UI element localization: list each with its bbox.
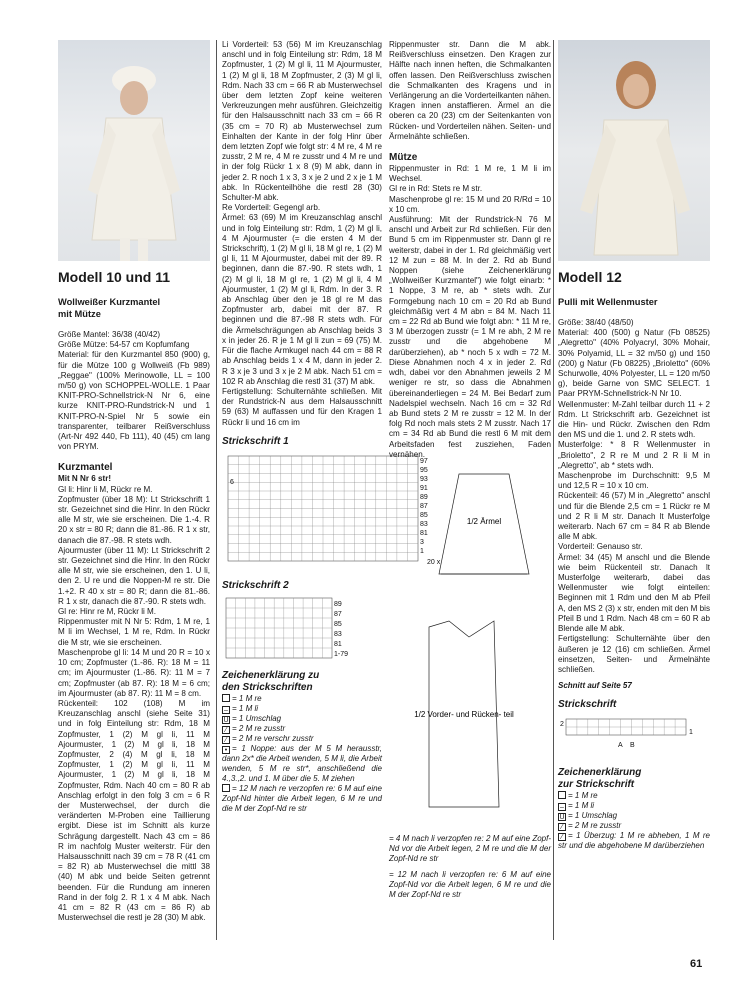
legend-item: • = 1 Noppe: aus der M 5 M herausstr, dann 2x* die Arbeit wenden, 5 M li, die Arbeit wenden, 5 M re str*, anschließend die 4.,3.,2. und 1. M über die 5. M ziehen xyxy=(222,743,382,783)
model-10-photo xyxy=(58,40,210,261)
sleeve-schematic xyxy=(389,464,551,604)
paragraph: Re Vorderteil: Gegengl arb. xyxy=(222,203,321,213)
model-10-illustration xyxy=(58,40,210,261)
paragraph: Gl li: Hinr li M, Rückr re M. xyxy=(58,484,153,494)
paragraph: Zopfmuster (über 18 M): Lt Strickschrift 1 str. Gezeichnet sind die Hinr. In den Rückr alle M str, wie sie erscheinen. Die 1.-4. R 20 x str = 80 R; dann die 81.-86. R 1 x str, danach die 87.-98. R stets wdh. xyxy=(58,494,210,545)
legend-symbol-icon: • xyxy=(222,746,230,754)
paragraph: Größe: 38/40 (48/50) xyxy=(558,318,634,327)
paragraph: Maschenprobe gl li: 14 M und 20 R = 10 x 10 cm; Zopfmuster (1.-86. R): 18 M = 11 cm; im Ajourmuster (1.-86. R): 11 M = 7 cm; Zopfmuster (ab 87. R): 18 M = 6 cm; im Ajourmuster (ab 87. R): 11 M = 8 cm. xyxy=(58,647,210,698)
arrow-label: B xyxy=(630,742,635,750)
sleeve-label: 1/2 Ärmel xyxy=(466,516,502,526)
legend-item: = 12 M nach re verzopfen re: 6 M auf eine Zopf-Nd hinter die Arbeit legen, 6 M re und die M der Zopf-Nd re str xyxy=(222,783,382,813)
legend-symbol-icon: ⁄ xyxy=(558,823,566,831)
paragraph: Rückenteil: 46 (57) M in „Alegretto" anschl und für die Blende 2,5 cm = 1 Rückr re M und 2 R li M str. Danach lt Musterfolge weiterarb. Nach 67 cm = 84 R ab Blende alle M abk. xyxy=(558,491,710,542)
strickschrift-2-chart xyxy=(222,596,372,662)
needle-note: Mit N Nr 6 str! xyxy=(58,474,112,484)
legend-item: = 1 M re xyxy=(222,694,382,704)
paragraph: Li Vorderteil: 53 (56) M im Kreuzanschlag anschl und in folg Einteilung str: Rdm, 18 M Zopfmuster, 1 (2) M gl li, 11 M Ajourmuster, 1 (2) M gl li, 18 M Zopfmuster, 2 (3) M gl li, Rdm. Nach 33 cm = 66 R ab Musterwechsel über dem letzten Zopf keine weiteren Verkreuzungen mehr ausführen. Gleichzeitig für den Halsausschnitt nach 33 cm = 66 R (35 cm = 70 R) ab Musterwechsel zum Einhalten der Kante in der folg Hinr über dem letzten Zopf wie folgt str: 4 M re, 4 M re zusstr, 2 M re, 4 M re zusstr und 4 M re und in der folg Rückr 1 x 8 (9) M abk, dann in jeder 2. R noch 1 x 3, 3 x je 2 und 2 x je 1 M abk. In Rückenteilhöhe die restl 28 (30) Schulter-M abk. xyxy=(222,40,382,203)
column-4 xyxy=(558,265,710,851)
column-3 xyxy=(389,40,551,900)
legend-symbol-icon xyxy=(222,694,230,702)
row-label: 3 xyxy=(420,538,424,546)
paragraph: Musterfolge: * 8 R Wellenmuster in „Brioletto", 2 R re M und 2 R li M in „Alegretto", ab * stets wdh. xyxy=(558,440,710,470)
legend-title: Zeichenerklärung zu den Strickschriften xyxy=(222,669,320,693)
row-label: 91 xyxy=(420,484,428,492)
legend-symbol-icon: – xyxy=(222,706,230,714)
paragraph: Größe Mantel: 36/38 (40/42) xyxy=(58,330,161,339)
legend-symbol-icon: ⁄ xyxy=(222,736,230,744)
paragraph: Maschenprobe gl re: 15 M und 20 R/Rd = 10 x 10 cm. xyxy=(389,194,551,214)
legend xyxy=(222,694,382,814)
paragraph: Maschenprobe im Durchschnitt: 9,5 M und 12,5 R = 10 x 10 cm. xyxy=(558,471,710,491)
legend-symbol-icon: ⁄ xyxy=(558,833,566,841)
paragraph: Rippenmuster mit N Nr 5: Rdm, 1 M re, 1 M li im Wechsel, 1 M re, Rdm. In Rückr die M str, wie sie erscheinen. xyxy=(58,617,210,647)
chart-label: 6 xyxy=(230,478,234,486)
wellenmuster-chart xyxy=(558,715,698,755)
arrow-label: A xyxy=(618,742,623,750)
section-heading: Mütze xyxy=(389,152,418,164)
row-label: 81 xyxy=(420,529,428,537)
row-label: 1 xyxy=(420,547,424,555)
legend-item: = 4 M nach li verzopfen re: 2 M auf eine Zopf-Nd vor die Arbeit legen, 2 M re und die M der Zopf-Nd re str xyxy=(389,834,551,864)
paragraph: Rippenmuster in Rd: 1 M re, 1 M li im Wechsel. xyxy=(389,164,551,184)
legend xyxy=(558,791,710,851)
row-label: 81 xyxy=(334,640,342,648)
model-12-photo xyxy=(558,40,710,261)
row-label: 87 xyxy=(334,610,342,618)
page-number: 61 xyxy=(690,958,703,970)
paragraph: Ärmel: 63 (69) M im Kreuzanschlag anschl und in folg Einteilung str: Rdm, 1 (2) M gl li, 4 M Ajourmuster (= die ersten 4 M der Strickschrift), 1 (2) M gl li, 18 M gl re, 1 (2) M gl li, 11 M Ajourmuster, dabei mit der 89. R beginnen, dann die 87.-90. R stets wdh, 1 (2) M gl li, 18 M gl re, 1 (2) M gl li, 4 M Ajourmuster, 1 (2) M gl li, Rdm. In der 3. R ab Anschlag über den je 18 gl re M das Zopfmuster arb, dabei mit der 87. R beginnen und die 87.-98 R stets wdh. Für die Ärmelschrägungen ab Anschlag beids 3 x in jeder 26. R je 1 M gl li zun = 69 (75) M. Für die flache Armkugel nach 44 cm = 88 R ab Anschlag beids 1 x 4 M, dann in jeder 2. R 3 x je 3 und 3 x je 2 M abk. Nach 51 cm = 102 R ab Anschlag die restl 31 (37) M abk. xyxy=(222,213,382,386)
paragraph: Gl re in Rd: Stets re M str. xyxy=(389,184,483,194)
row-label: 85 xyxy=(420,511,428,519)
model-title: Modell 10 und 11 xyxy=(58,269,171,285)
paragraph: Vorderteil: Genauso str. xyxy=(558,542,643,552)
chart-title: Strickschrift xyxy=(558,699,617,711)
legend-item: = 1 M re xyxy=(558,791,710,801)
legend-title: Zeichenerklärung zur Strickschrift xyxy=(558,766,642,790)
chart-title: Strickschrift 2 xyxy=(222,579,289,591)
paragraph: Ajourmuster (über 11 M): Lt Strickschrift 2 str. Gezeichnet sind die Hinr. In den Rückr alle M str, wie sie erscheinen, den 1. U li, den 2. U re und die Noppen-M re str. Die 1.+2. R 40 x str = 80 R; dann die 81.-86. R 1 x str, danach die 87.-90. R stets wdh. xyxy=(58,545,210,606)
column-1 xyxy=(58,265,210,923)
legend-symbol-icon xyxy=(222,784,230,792)
paragraph: Material: für den Kurzmantel 850 (900) g, für die Mütze 100 g Wollweiß (Fb 989) „Reggae" (100% Merinowolle, LL = 100 m/50 g) von SCHOPPEL-WOLLE. 1 Paar KNIT-PRO-Schnellstrick-N Nr 6, eine kurze KNIT-PRO-Rundstrick-N und 1 KNIT-PRO-N-Spiel Nr 5 sowie ein transparenter, teilbarer Reißverschluss (Art-Nr 492 440, Fb 111), 40 (45) cm lang von PRYM. xyxy=(58,350,210,452)
row-label: 89 xyxy=(420,493,428,501)
paragraph: Gl re: Hinr re M, Rückr li M. xyxy=(58,607,157,617)
chart-title: Strickschrift 1 xyxy=(222,435,289,447)
row-label: 1 xyxy=(689,729,693,737)
row-label: 93 xyxy=(420,475,428,483)
paragraph: Rückenteil: 102 (108) M im Kreuzanschlag anschl (siehe Seite 31) und in folg Einteilung str: Rdm, 18 M Zopfmuster, 1 (2) M gl li, 11 M Ajourmuster, 1 (2) M gl li, 18 M Zopfmuster, 2 (4) M gl li, 18 M Zopfmuster, 1 (2) M gl li, 11 M Ajourmuster, 1 (2) M gl li, 18 M Zopfmuster, Rdm. Nach 40 cm = 80 R ab Anschlag erfolgt in den folg 3 cm = 6 R der Musterwechsel, der durch die veränderten M-Proben eine Taillierung ergibt. Diese ist im Schnitt als kurze Schrägung dargestellt. Nach 43 cm = 86 R im nachfolg Muster weiterstr. Für den Halsausschnitt nach 39 cm = 78 R (41 cm = 82 R) ab Musterwechsel die mittl 38 (40) M abk und beide Seiten getrennt beenden. Für die Rundung am inneren Rand in der folg 2. R 1 x 4 M abk. Nach 41 cm = 82 R (43 cm = 86 R) ab Musterwechsel die restl je 28 (30) M abk. xyxy=(58,698,210,923)
paragraph: Fertigstellung: Schulternähte schließen. Mit der Rundstrick-N aus dem Halsausschnitt 59 (63) M auffassen und für den Kragen 1 Rückr li und 16 cm im xyxy=(222,386,382,427)
row-label: 85 xyxy=(334,620,342,628)
legend-symbol-icon xyxy=(558,791,566,799)
paragraph: Ärmel: 34 (45) M anschl und die Blende wie beim Rückenteil str. Danach lt Musterfolge weiterarb, dabei das Wellenmuster wie folgt einteilen: Beginnen mit 1 Rdm und den M ab Pfeil A, den MS 2 (3) x str, enden mit den M bis Pfeil B und 1 Rdm. Nach 48 cm = 60 R ab Blende alle M abk. xyxy=(558,552,710,634)
row-label: 83 xyxy=(420,520,428,528)
legend-item: ⁄ = 2 M re zusstr xyxy=(222,724,382,734)
paragraph: Wellenmuster: M-Zahl teilbar durch 11 + 2 Rdm. Lt Strickschrift arb. Gezeichnet ist die Hin- und Rückr. Zwischen den Rdm den MS und die 1. und 2. R stets wdh. xyxy=(558,399,710,440)
legend-symbol-icon: U xyxy=(559,813,565,821)
subtitle: Wollweißer Kurzmantel mit Mütze xyxy=(58,297,161,319)
column-divider xyxy=(216,40,217,940)
paragraph: Ausführung: Mit der Rundstrick-N 76 M anschl und Arbeit zur Rd schließen. Für den Bund 5 cm im Rippenmuster str. Dann gl re weiterstr, dabei in der 1. Rd gleichmäßig vert 12 M zun = 88 M. In der 2. Rd ab Bund Noppen (siehe Zeichenerklärung „Wollweißer Kurzmantel") wie folgt einarb: * 1 Noppe, 3 M re, ab * stets wdh. Zur Formgebung nach 10 cm = 20 Rd ab Bund gleichmäßig vert 4 M abn = 84 M. Nach 11 cm = 22 Rd ab Bund wie folgt abn: * 11 M re, 3 M überzogen zusstr (= 1 M re abh, 2 M re zusstr und die abgehobene M darüberziehen), ab * noch 5 x wdh = 72 M. Diese Abnahmen noch 4 x in jeder 2. Rd wdh, dabei vor den Abnahmen jeweils 2 M weniger re str, so dass die Abnahmen übereinanderliegen = 24 M. Bei Bedarf zum Nadelspiel wechseln. Nach 16 cm = 32 Rd ab Bund stets 2 M re zusstr = 12 M. In der folg Rd noch mals stets 2 M zusstr. Nach 17 cm = 34 Rd ab Bund die restl 6 M mit dem Arbeitsfaden fest zusziehen, Faden vernähen. xyxy=(389,215,551,459)
model-title: Modell 12 xyxy=(558,269,622,285)
paragraph: Material: 400 (500) g Natur (Fb 08525) „Alegretto" (40% Polyacryl, 30% Mohair, 30% Polyamid, LL = 32 m/50 g) und 150 (200) g Natur (Fb 08225) „Brioletto" (60% Schurwolle, 40% Polyester, LL = 120 m/50 g), beide Garne von SMC SELECT. 1 Paar PRYM-Schnellstrick-N Nr 10. xyxy=(558,328,710,399)
paragraph: Fertigstellung: Schulternähte über den äußeren je 12 (16) cm schließen. Ärmel einsetzen, Seiten- und Ärmelnähte schließen. xyxy=(558,634,710,674)
row-label: 83 xyxy=(334,630,342,638)
row-label: 97 xyxy=(420,457,428,465)
legend-symbol-icon: – xyxy=(558,803,566,811)
row-label: 2 xyxy=(560,721,564,729)
legend-item: – = 1 M li xyxy=(222,704,382,714)
legend-item: – = 1 M li xyxy=(558,801,710,811)
legend-item: U = 1 Umschlag xyxy=(559,810,618,821)
pattern-reference: Schnitt auf Seite 57 xyxy=(558,681,632,691)
legend-symbol-icon: U xyxy=(223,716,229,724)
legend-item: ⁄ = 1 Überzug: 1 M re abheben, 1 M re str und die abgehobene M darüberziehen xyxy=(558,830,710,850)
row-label: 87 xyxy=(420,502,428,510)
legend-extra xyxy=(389,834,551,900)
paragraph: Größe Mütze: 54-57 cm Kopfumfang xyxy=(58,340,190,350)
legend-item: = 12 M nach li verzopfen re: 6 M auf eine Zopf-Nd vor die Arbeit legen, 6 M re und die M der Zopf-Nd re str xyxy=(389,870,551,900)
body-label: 1/2 Vorder- und Rücken- teil xyxy=(414,710,514,720)
chart-label: 20 x xyxy=(427,558,441,566)
legend-item: ⁄ = 2 M re verschr zusstr xyxy=(222,734,382,744)
legend-item: U = 1 Umschlag xyxy=(223,713,282,724)
paragraph: Rippenmuster str. Dann die M abk. Reißverschluss einsetzen. Den Kragen zur Hälfte nach innen heften, die Schmalkanten offen lassen. Den Reißverschluss zwischen die Schmalkanten des Kragens und in Verlängerung an die Vorderteilkanten nähen. Kragen innen anstaffieren. Ärmel an die oberen ca 20 (23) cm der Seitenkanten von Rücken- und Vorderteilen nähen. Seiten- und Ärmelnähte schließen. xyxy=(389,40,551,141)
row-label: 95 xyxy=(420,466,428,474)
legend-item: ⁄ = 2 M re zusstr xyxy=(558,821,710,831)
legend-symbol-icon: ⁄ xyxy=(222,726,230,734)
row-label: 1-79 xyxy=(334,650,349,658)
section-heading: Kurzmantel xyxy=(58,462,113,474)
row-label: 89 xyxy=(334,600,342,608)
body-schematic xyxy=(389,607,551,827)
subtitle: Pulli mit Wellenmuster xyxy=(558,297,658,307)
column-divider xyxy=(553,40,554,940)
model-12-illustration xyxy=(558,40,710,261)
